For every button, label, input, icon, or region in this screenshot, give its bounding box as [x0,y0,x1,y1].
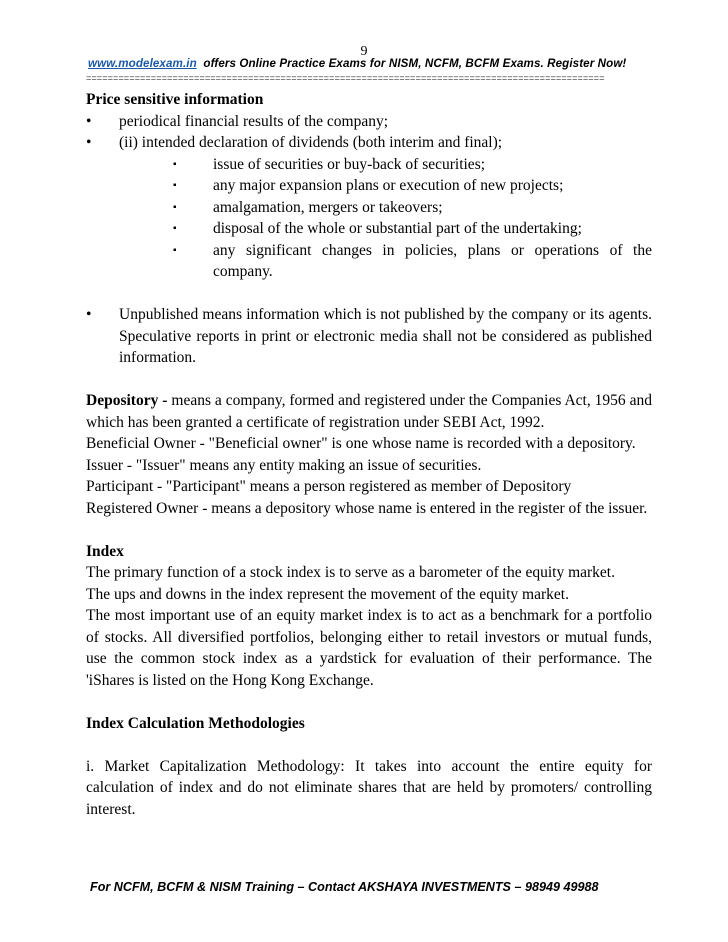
square-bullet-icon: ▪ [173,158,177,170]
spacer [86,519,652,541]
square-bullet-icon: ▪ [173,180,177,191]
list-item-unpublished: • Unpublished means information which is not published by the company or its agents. Speculative reports in print or electronic media shall not be considered as published information. [86,306,652,366]
definition-issuer: Issuer - "Issuer" means any entity making an issue of securities. [86,456,482,474]
section-heading-methodologies: Index Calculation Methodologies [86,714,305,732]
bullet-icon: • [86,112,92,130]
page-footer: For NCFM, BCFM & NISM Training – Contact AKSHAYA INVESTMENTS – 98949 49988 [90,880,599,894]
square-bullet-icon: ▪ [173,244,177,256]
section-heading-index: Index [86,542,124,560]
page-header [88,57,626,70]
definition-beneficial-owner: Beneficial Owner - "Beneficial owner" is one whose name is recorded with a depository. [86,435,636,452]
paragraph: The most important use of an equity market index is to act as a benchmark for a portfolio of stocks. All diversified portfolios, belonging either to retail investors or mutual funds, use the common stock index as a yardstick for evaluation of their performance. The 'iShares is listed on the Hong Kong Exchange. [86,607,652,689]
spacer [86,283,652,305]
header-rule: ================================================================================================ [86,74,605,84]
sub-list-item: ▪ amalgamation, mergers or takeovers; [86,197,652,219]
website-link[interactable]: www.modelexam.in [88,57,197,70]
list-item: • (ii) intended declaration of dividends (both interim and final); [86,132,652,154]
definition-term: Depository - [86,392,168,409]
spacer [86,369,652,391]
page-number: 9 [360,44,368,59]
bullet-icon: • [86,306,92,323]
paragraph: i. Market Capitalization Methodology: It takes into account the entire equity for calculation of index and do not eliminate shares that are held by promoters/ controlling interest. [86,757,652,818]
spacer [86,691,652,713]
sub-list-item: ▪ disposal of the whole or substantial part of the undertaking; [86,218,652,240]
paragraph: The ups and downs in the index represent the movement of the equity market. [86,585,569,603]
section-heading-price-sensitive: Price sensitive information [86,91,264,108]
spacer [86,734,652,756]
paragraph: The primary function of a stock index is to serve as a barometer of the equity market. [86,564,615,581]
bullet-icon: • [86,134,92,151]
square-bullet-icon: ▪ [173,223,177,234]
header-tagline: offers Online Practice Exams for NISM, NCFM, BCFM Exams. Register Now! [203,57,627,70]
sub-list-item: ▪ any major expansion plans or execution of new projects; [86,175,652,197]
page-content [86,89,652,820]
sub-list-item: ▪ issue of securities or buy-back of securities; [86,154,652,176]
definition-registered-owner: Registered Owner - means a depository whose name is entered in the register of the issuer. [86,499,648,517]
list-item: • periodical financial results of the company; [86,111,652,133]
sub-list-item: ▪ any significant changes in policies, plans or operations of the company. [173,241,652,280]
square-bullet-icon: ▪ [173,201,177,213]
definition-participant: Participant - "Participant" means a person registered as member of Depository [86,478,572,495]
definition-depository: Depository - means a company, formed and registered under the Companies Act, 1956 and which has been granted a certificate of registration under SEBI Act, 1992. [86,392,652,431]
